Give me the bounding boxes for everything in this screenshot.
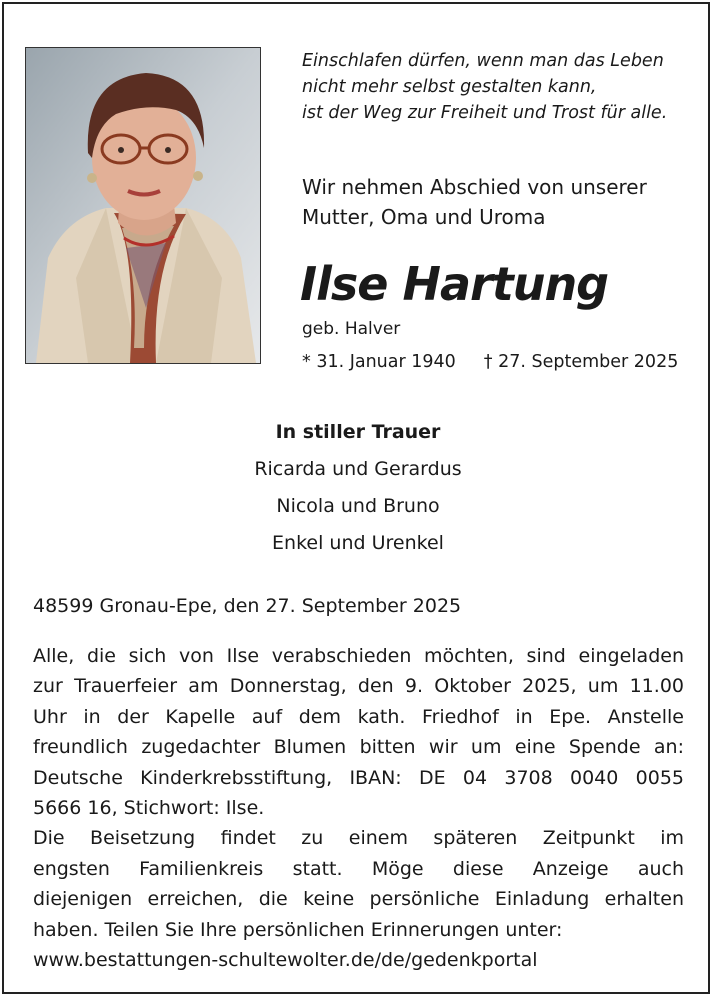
- birth-date: * 31. Januar 1940: [302, 352, 456, 372]
- text-line: Die Beisetzung findet zu einem späteren Zeitpunkt im: [33, 827, 684, 850]
- text-line: haben. Teilen Sie Ihre persönlichen Erinnerungen unter:: [33, 918, 563, 941]
- death-date: † 27. September 2025: [483, 352, 679, 372]
- life-dates: [302, 352, 678, 372]
- text-line: Alle, die sich von Ilse verabschieden möchten, sind eingeladen: [33, 645, 684, 667]
- mourner-line: Nicola und Bruno: [276, 495, 440, 517]
- farewell-line: Mutter, Oma und Uroma: [302, 205, 546, 229]
- text-line: Deutsche Kinderkrebsstiftung, IBAN: DE 04 3708 0040 0055: [33, 766, 684, 789]
- announcement-text: [33, 641, 684, 975]
- portrait-illustration: [26, 48, 260, 363]
- mourners-block: [0, 414, 716, 562]
- text-line: 5666 16, Stichwort: Ilse.: [33, 797, 265, 820]
- mourner-line: Ricarda und Gerardus: [254, 458, 462, 480]
- deceased-name: Ilse Hartung: [300, 257, 609, 311]
- maiden-name: geb. Halver: [302, 319, 401, 339]
- motto-line: nicht mehr selbst gestalten kann,: [302, 77, 597, 97]
- motto-line: Einschlafen dürfen, wenn man das Leben: [302, 51, 664, 71]
- motto-verse: [302, 48, 692, 126]
- memorial-portal-link[interactable]: www.bestattungen-schultewolter.de/de/gedenkportal: [33, 949, 538, 972]
- motto-line: ist der Weg zur Freiheit und Trost für alle.: [302, 103, 668, 123]
- mourner-line: Enkel und Urenkel: [272, 532, 444, 554]
- place-and-date: 48599 Gronau-Epe, den 27. September 2025: [33, 595, 462, 617]
- text-line: engsten Familienkreis statt. Möge diese Anzeige auch: [33, 857, 684, 880]
- farewell-text: [302, 172, 692, 232]
- mourning-heading: In stiller Trauer: [275, 421, 441, 443]
- text-line: zur Trauerfeier am Donnerstag, den 9. Oktober 2025, um 11.00: [33, 675, 684, 698]
- text-line: diejenigen erreichen, die keine persönliche Einladung erhalten: [33, 888, 684, 911]
- text-line: freundlich zugedachter Blumen bitten wir um eine Spende an:: [33, 736, 684, 759]
- text-line: Uhr in der Kapelle auf dem kath. Friedhof in Epe. Anstelle: [33, 705, 684, 728]
- farewell-line: Wir nehmen Abschied von unserer: [302, 175, 647, 199]
- portrait-photo: [25, 47, 261, 364]
